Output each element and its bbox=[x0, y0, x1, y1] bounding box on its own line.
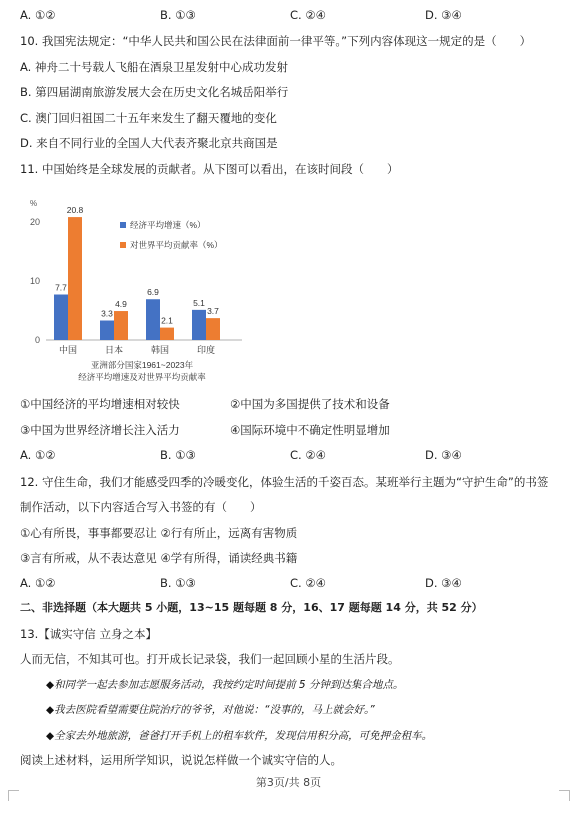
x-tick-label: 韩国 bbox=[150, 345, 170, 355]
legend-swatch bbox=[120, 242, 126, 248]
q12-statements-line-2: ③言有所戒，从不表达意见 ④学有所得，诵读经典书籍 bbox=[20, 551, 298, 565]
x-tick-label: 日本 bbox=[104, 345, 124, 355]
bar bbox=[146, 299, 160, 340]
data-label: 5.1 bbox=[193, 297, 205, 308]
bar bbox=[192, 310, 206, 340]
q13-material-3: ◆全家去外地旅游，爸爸打开手机上的租车软件，发现信用积分高，可免押金租车。 bbox=[46, 730, 433, 742]
q10-stem: 10. 我国宪法规定：“中华人民共和国公民在法律面前一律平等。”下列内容体现这一规定的是（ ） bbox=[20, 34, 532, 48]
bar bbox=[68, 217, 82, 340]
q13-intro: 人而无信，不知其可也。打开成长记录袋，我们一起回顾小星的生活片段。 bbox=[20, 652, 400, 666]
q13-title: 13.【诚实守信 立身之本】 bbox=[20, 627, 157, 641]
q11-statement-3: ③中国为世界经济增长注入活力 bbox=[20, 423, 180, 437]
data-label: 3.7 bbox=[207, 306, 219, 317]
data-label: 20.8 bbox=[66, 205, 84, 216]
q10-option-d[interactable]: D. 来自不同行业的全国人大代表齐聚北京共商国是 bbox=[20, 136, 278, 150]
q11-option-d[interactable]: D. ③④ bbox=[425, 448, 462, 462]
y-tick-label: 10 bbox=[29, 275, 40, 286]
crop-mark-left bbox=[8, 790, 19, 801]
q9-option-b[interactable]: B. ①③ bbox=[160, 8, 196, 22]
chart-y-axis bbox=[30, 217, 40, 345]
data-label: 4.9 bbox=[115, 299, 127, 310]
q10-option-a[interactable]: A. 神舟二十号载人飞船在酒泉卫星发射中心成功发射 bbox=[20, 60, 288, 74]
q11-statement-4: ④国际环境中不确定性明显增加 bbox=[230, 423, 390, 437]
q12-option-d[interactable]: D. ③④ bbox=[425, 576, 462, 590]
q11-statement-2: ②中国为多国提供了技术和设备 bbox=[230, 397, 390, 411]
q9-option-a[interactable]: A. ①② bbox=[20, 8, 56, 22]
q13-material-2: ◆我去医院看望需要住院治疗的爷爷，对他说：“没事的，马上就会好。” bbox=[46, 704, 375, 716]
crop-mark-right bbox=[559, 790, 570, 801]
legend-label: 经济平均增速（%） bbox=[130, 220, 206, 230]
q13-question: 阅读上述材料，运用所学知识，说说怎样做一个诚实守信的人。 bbox=[20, 753, 342, 767]
chart-caption-line-1: 亚洲部分国家1961~2023年 bbox=[90, 360, 194, 370]
q11-option-a[interactable]: A. ①② bbox=[20, 448, 56, 462]
data-label: 2.1 bbox=[161, 315, 173, 326]
q12-stem-line-2: 制作活动，以下内容适合写入书签的有（ ） bbox=[20, 500, 262, 514]
data-label: 7.7 bbox=[55, 282, 67, 293]
y-tick-label: 0 bbox=[34, 335, 40, 345]
data-label: 3.3 bbox=[101, 308, 113, 319]
q11-bar-chart bbox=[20, 190, 250, 390]
data-label: 6.9 bbox=[147, 287, 159, 298]
q12-statements-line-1: ①心有所畏，事事都要忍让 ②行有所止，远离有害物质 bbox=[20, 526, 298, 540]
bar bbox=[114, 311, 128, 340]
q9-option-d[interactable]: D. ③④ bbox=[425, 8, 462, 22]
q9-options bbox=[20, 8, 540, 24]
q12-option-b[interactable]: B. ①③ bbox=[160, 576, 196, 590]
q12-options bbox=[20, 576, 540, 592]
q11-statement-1: ①中国经济的平均增速相对较快 bbox=[20, 397, 180, 411]
q10-option-c[interactable]: C. 澳门回归祖国二十五年来发生了翻天覆地的变化 bbox=[20, 111, 277, 125]
legend-label: 对世界平均贡献率（%） bbox=[130, 240, 223, 250]
x-tick-label: 中国 bbox=[58, 345, 78, 355]
x-tick-label: 印度 bbox=[196, 345, 216, 355]
q11-stem: 11. 中国始终是全球发展的贡献者。从下图可以看出，在该时间段（ ） bbox=[20, 162, 399, 176]
bar bbox=[100, 321, 114, 341]
bar bbox=[206, 318, 220, 340]
q13-material-1: ◆和同学一起去参加志愿服务活动，我按约定时间提前 5 分钟到达集合地点。 bbox=[46, 679, 404, 691]
q12-option-c[interactable]: C. ②④ bbox=[290, 576, 326, 590]
legend-swatch bbox=[120, 222, 126, 228]
q11-options bbox=[20, 448, 540, 464]
q12-option-a[interactable]: A. ①② bbox=[20, 576, 56, 590]
y-tick-label: 20 bbox=[29, 216, 40, 227]
chart-unit-label: % bbox=[30, 199, 38, 208]
page-footer: 第3页/共 8页 bbox=[255, 776, 322, 789]
q9-option-c[interactable]: C. ②④ bbox=[290, 8, 326, 22]
chart-caption-line-2: 经济平均增速及对世界平均贡献率 bbox=[78, 372, 206, 382]
q11-option-c[interactable]: C. ②④ bbox=[290, 448, 326, 462]
q10-option-b[interactable]: B. 第四届湖南旅游发展大会在历史文化名城岳阳举行 bbox=[20, 85, 289, 99]
q11-option-b[interactable]: B. ①③ bbox=[160, 448, 196, 462]
bar bbox=[54, 295, 68, 341]
q12-stem-line-1: 12. 守住生命，我们才能感受四季的冷暖变化，体验生活的千姿百态。某班举行主题为“守护生命”的书签 bbox=[20, 475, 549, 489]
section-2-heading: 二、非选择题（本大题共 5 小题，13~15 题每题 8 分，16、17 题每题 14 分，共 52 分） bbox=[20, 601, 483, 614]
bar bbox=[160, 328, 174, 340]
chart-legend bbox=[120, 220, 223, 250]
